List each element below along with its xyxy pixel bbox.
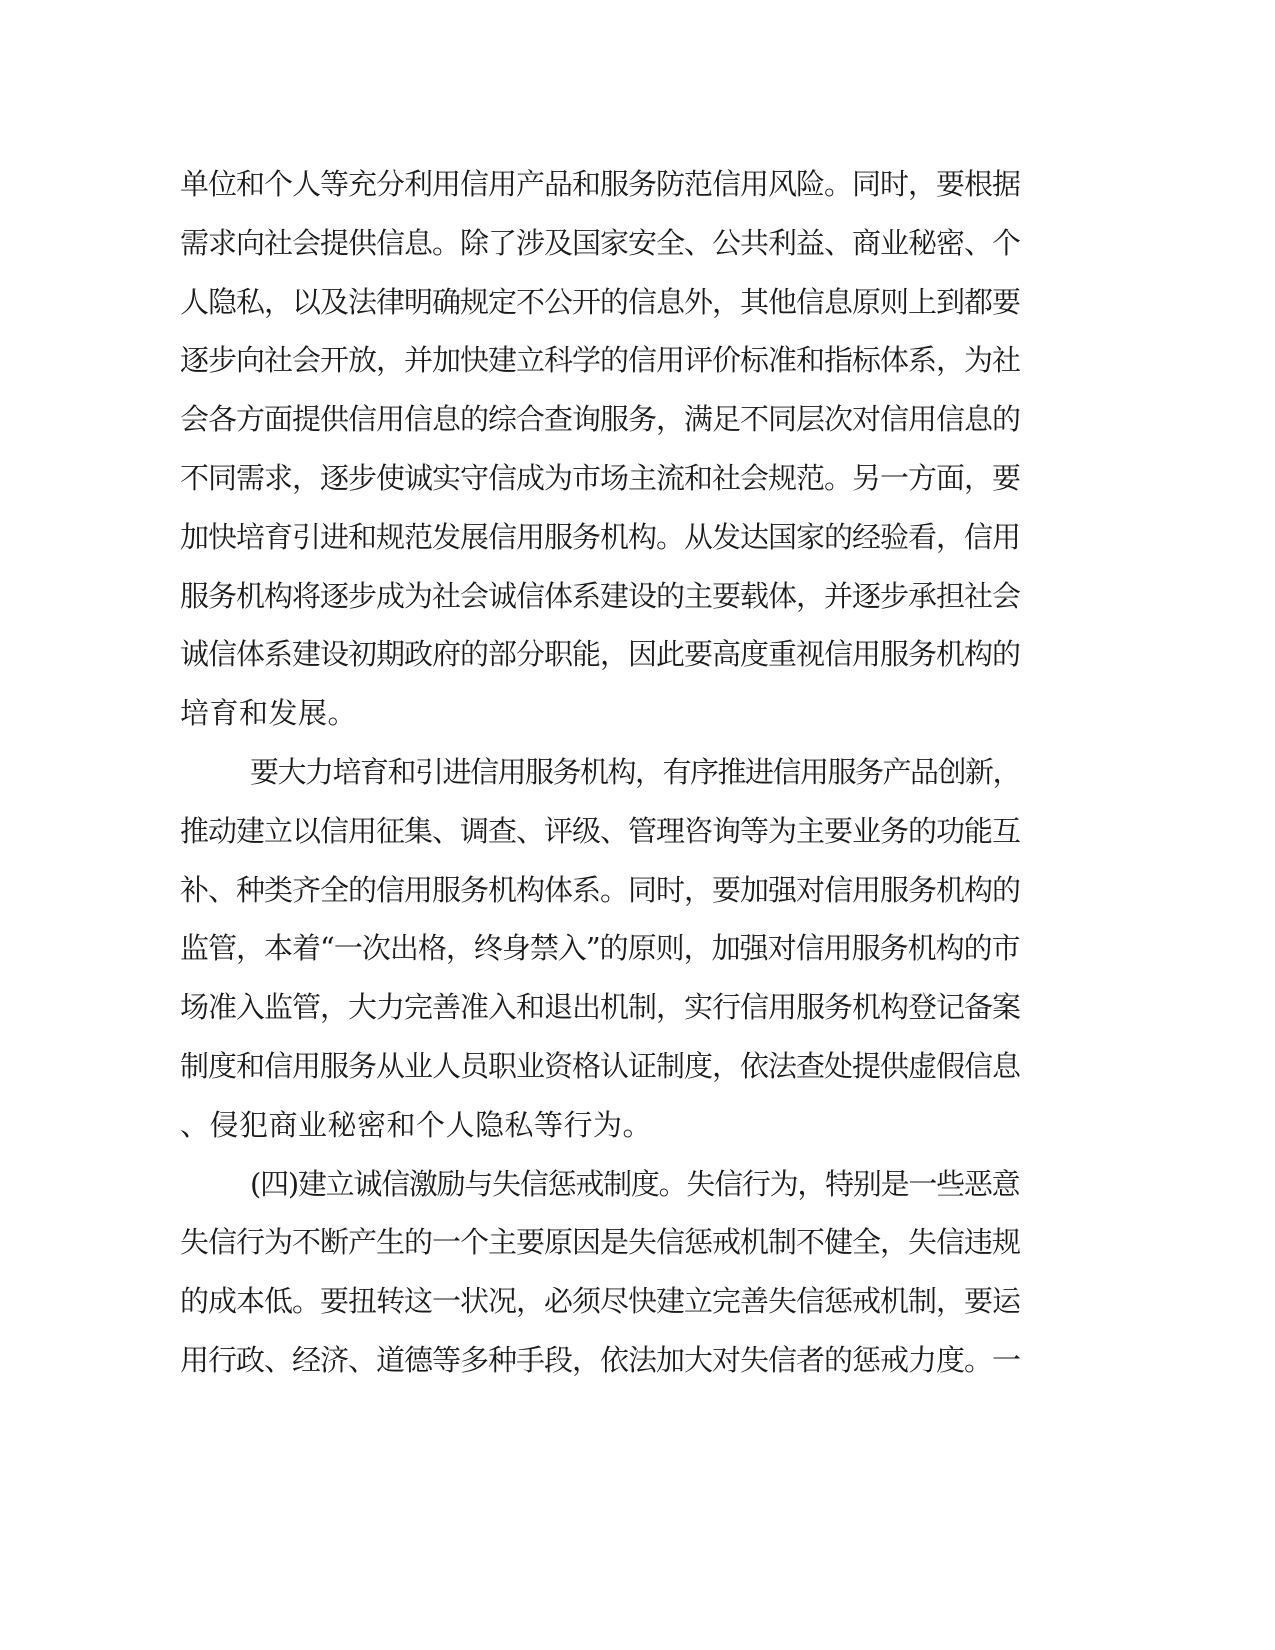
text-line: 逐步向社会开放，并加快建立科学的信用评价标准和指标体系，为社 xyxy=(180,343,1021,378)
text-line: 不同需求，逐步使诚实守信成为市场主流和社会规范。另一方面，要 xyxy=(180,460,1021,495)
text-line: 诚信体系建设初期政府的部分职能，因此要高度重视信用服务机构的 xyxy=(180,637,1021,672)
paragraph-3 xyxy=(180,1155,1020,1390)
text-line: 失信行为不断产生的一个主要原因是失信惩戒机制不健全，失信违规 xyxy=(180,1225,1021,1260)
text-line: 会各方面提供信用信息的综合查询服务，满足不同层次对信用信息的 xyxy=(180,402,1021,437)
text-line: 场准入监管，大力完善准入和退出机制，实行信用服务机构登记备案 xyxy=(180,990,1021,1025)
text-line: 、侵犯商业秘密和个人隐私等行为。 xyxy=(180,1107,653,1142)
text-line: 加快培育引进和规范发展信用服务机构。从发达国家的经验看，信用 xyxy=(180,519,1021,554)
text-line: 服务机构将逐步成为社会诚信体系建设的主要载体，并逐步承担社会 xyxy=(180,578,1021,613)
text-line: 监管，本着“一次出格，终身禁入”的原则，加强对信用服务机构的市 xyxy=(180,931,1020,966)
text-line: 需求向社会提供信息。除了涉及国家安全、公共利益、商业秘密、个 xyxy=(180,225,1021,260)
text-line: 人隐私，以及法律明确规定不公开的信息外，其他信息原则上到都要 xyxy=(180,284,1021,319)
text-line: 推动建立以信用征集、调查、评级、管理咨询等为主要业务的功能互 xyxy=(180,813,1021,848)
text-line: (四)建立诚信激励与失信惩戒制度。失信行为，特别是一些恶意 xyxy=(250,1166,1020,1201)
text-line: 补、种类齐全的信用服务机构体系。同时，要加强对信用服务机构的 xyxy=(180,872,1021,907)
paragraph-1 xyxy=(180,155,1020,743)
text-line: 要大力培育和引进信用服务机构，有序推进信用服务产品创新， xyxy=(250,754,1021,789)
text-line: 用行政、经济、道德等多种手段，依法加大对失信者的惩戒力度。一 xyxy=(180,1342,1021,1377)
text-line: 单位和个人等充分利用信用产品和服务防范信用风险。同时，要根据 xyxy=(180,167,1021,201)
text-line: 的成本低。要扭转这一状况，必须尽快建立完善失信惩戒机制，要运 xyxy=(180,1284,1021,1319)
text-line: 制度和信用服务从业人员职业资格认证制度，依法查处提供虚假信息 xyxy=(180,1048,1021,1083)
text-line: 培育和发展。 xyxy=(180,696,358,731)
paragraph-2 xyxy=(180,743,1020,1155)
body-text xyxy=(180,155,1020,1390)
